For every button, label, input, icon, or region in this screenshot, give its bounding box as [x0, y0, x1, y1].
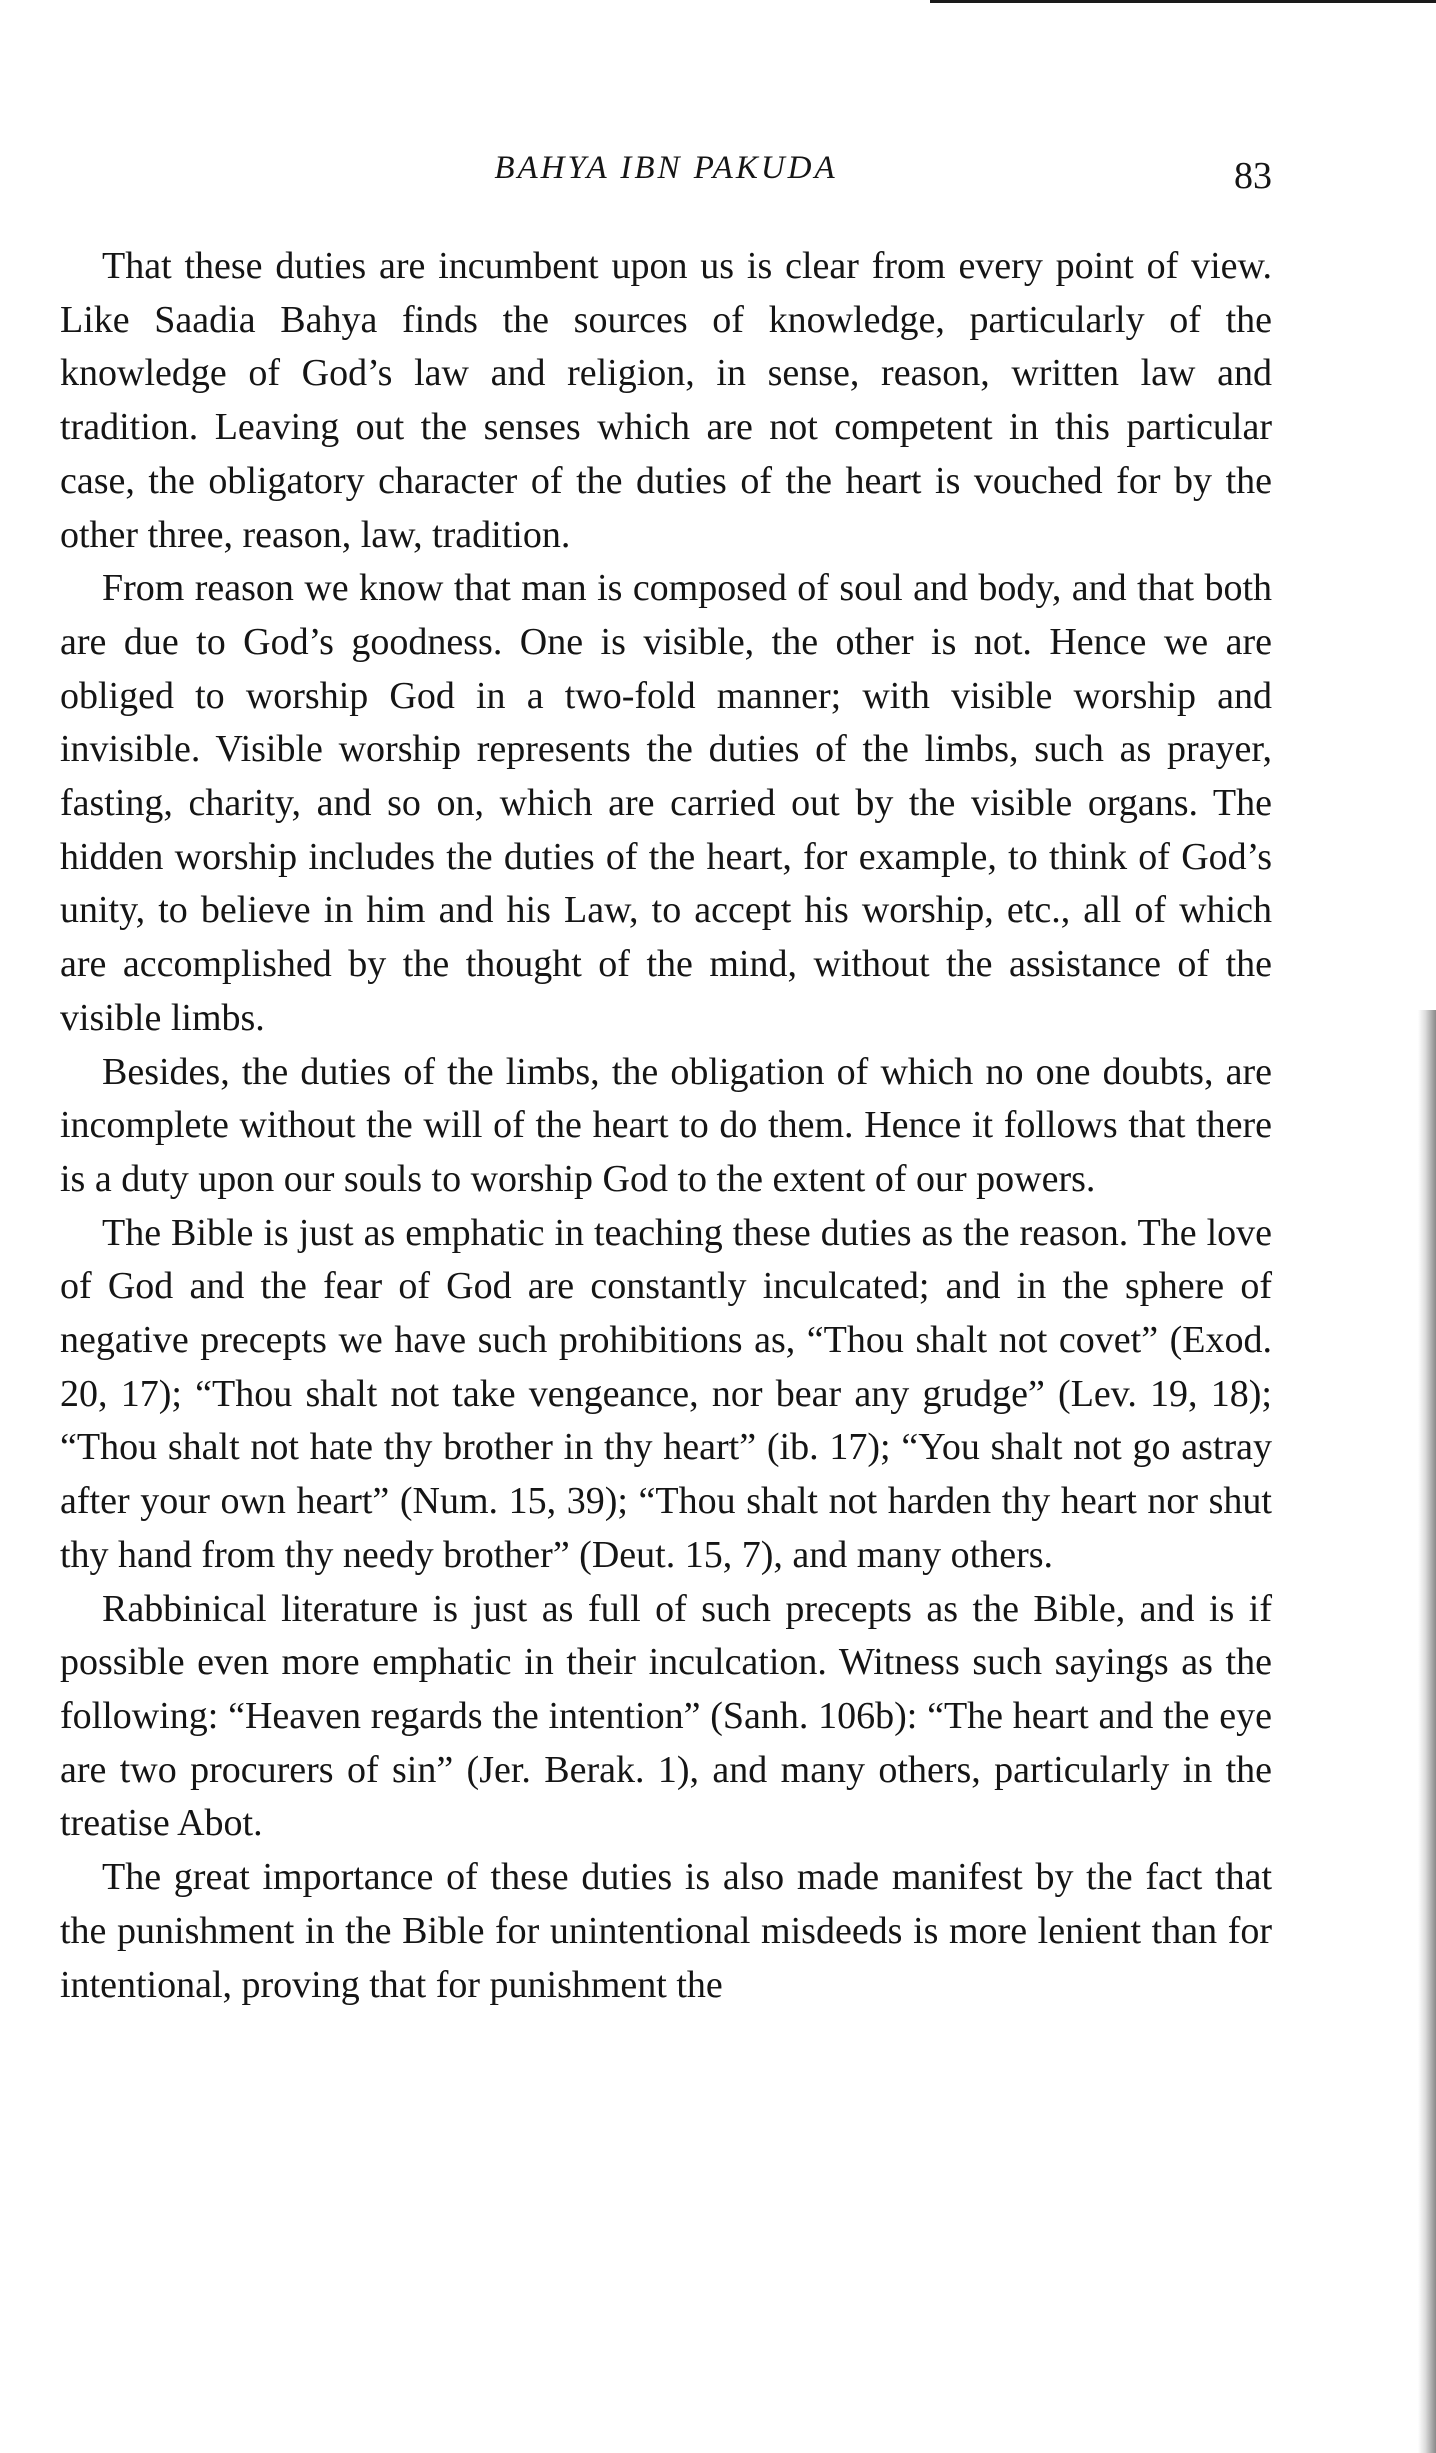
top-edge-rule [930, 0, 1436, 3]
running-head [60, 150, 1272, 200]
page-edge-shadow [1418, 1010, 1436, 2453]
body-text [60, 240, 1272, 2012]
paragraph-6: The great importance of these duties is also made manifest by the fact that the punishment in the Bible for unintentional misdeeds is more lenient than for intentional, proving that for punishment the [60, 1856, 1272, 2006]
paragraph-5: Rabbinical literature is just as full of such precepts as the Bible, and is if possible even more emphatic in their inculcation. Witness such sayings as the following: “Heaven regards the intention” (Sanh. 106b): “The heart and the eye are two procurers of sin” (Jer. Berak. 1), and many others, particularly in the treatise Abot. [60, 1587, 1272, 1845]
running-title: BAHYA IBN PAKUDA [494, 150, 838, 186]
page-number: 83 [1234, 155, 1272, 197]
paragraph-4: The Bible is just as emphatic in teaching these duties as the reason. The love of God and the fear of God are constantly inculcated; and in the sphere of negative precepts we have such prohibitions as, “Thou shalt not covet” (Exod. 20, 17); “Thou shalt not take vengeance, nor bear any grudge” (Lev. 19, 18); “Thou shalt not hate thy brother in thy heart” (ib. 17); “You shalt not go astray after your own heart” (Num. 15, 39); “Thou shalt not harden thy heart nor shut thy hand from thy needy brother” (Deut. 15, 7), and many others. [60, 1211, 1272, 1576]
paragraph-1: That these duties are incumbent upon us is clear from every point of view. Like Saadia Bahya finds the sources of knowledge, particularly of the knowledge of God’s law and religion, in sense, reason, written law and tradition. Leaving out the senses which are not competent in this particular case, the obligatory character of the duties of the heart is vouched for by the other three, reason, law, tradition. [60, 245, 1272, 556]
paragraph-2: From reason we know that man is composed of soul and body, and that both are due to God’s goodness. One is visible, the other is not. Hence we are obliged to worship God in a two-fold manner; with visible worship and invisible. Visible worship represents the duties of the limbs, such as prayer, fasting, charity, and so on, which are carried out by the visible organs. The hidden worship includes the duties of the heart, for example, to think of God’s unity, to believe in him and his Law, to accept his worship, etc., all of which are accomplished by the thought of the mind, without the assistance of the visible limbs. [60, 567, 1272, 1039]
paragraph-3: Besides, the duties of the limbs, the obligation of which no one doubts, are incomplete without the will of the heart to do them. Hence it follows that there is a duty upon our souls to worship God to the extent of our powers. [60, 1050, 1272, 1200]
